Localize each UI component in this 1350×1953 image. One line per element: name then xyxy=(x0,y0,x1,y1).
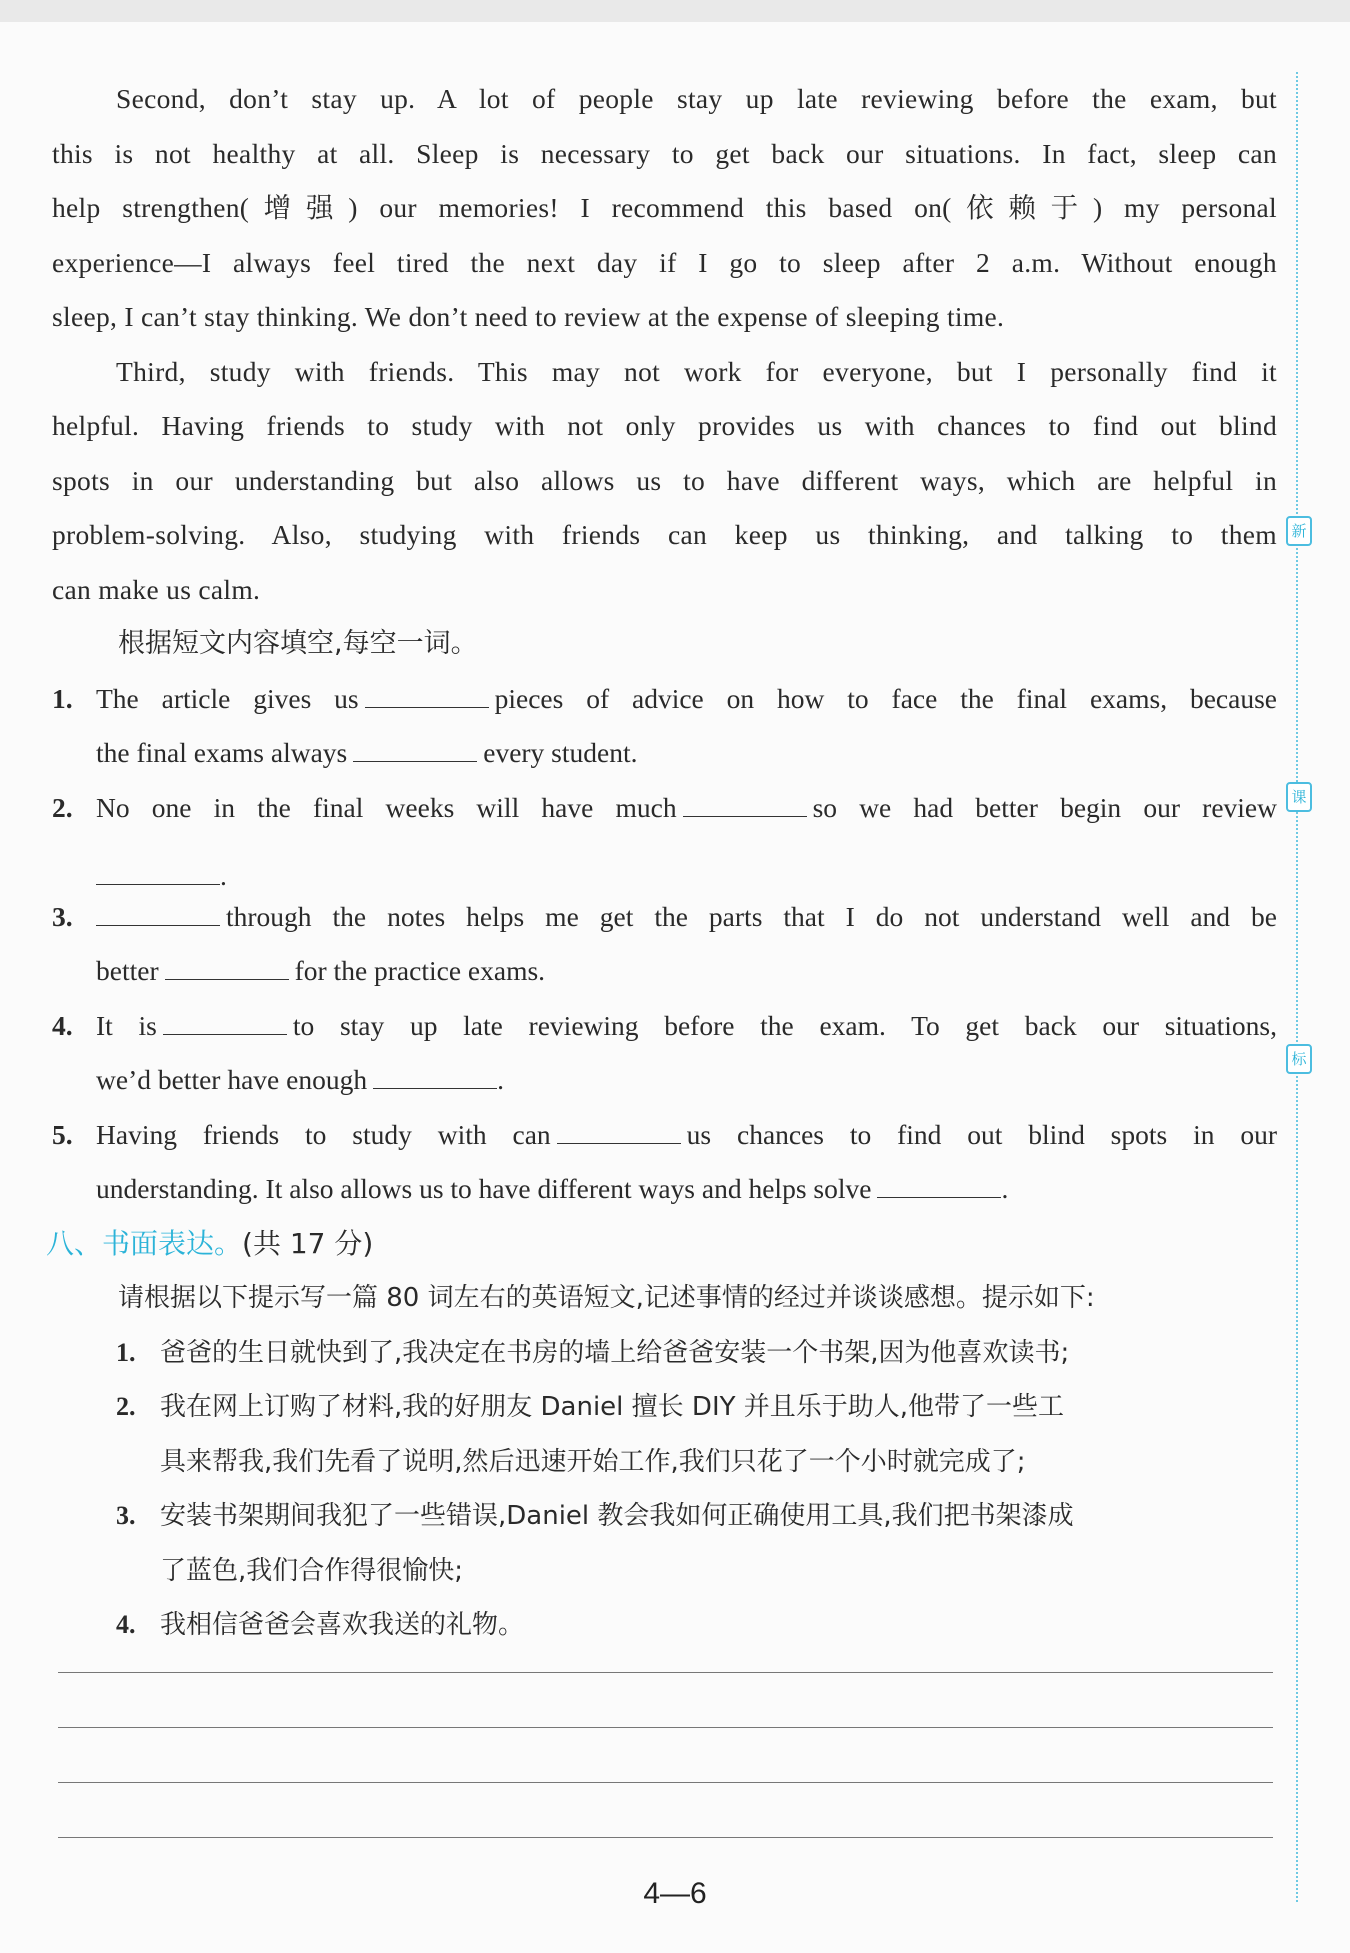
question-text: better xyxy=(96,955,159,986)
writing-hint-3 xyxy=(52,1489,1277,1598)
section-title: 八、书面表达。 xyxy=(46,1226,243,1260)
writing-hint-2 xyxy=(52,1380,1277,1489)
question-number: 1. xyxy=(52,682,73,714)
answer-blank[interactable] xyxy=(96,862,220,885)
fill-in-instruction: 根据短文内容填空,每空一词。 xyxy=(118,628,478,659)
question-text: we’d better have enough xyxy=(96,1064,368,1095)
hint-line: 我相信爸爸会喜欢我送的礼物。 xyxy=(160,1610,525,1640)
hint-number: 1. xyxy=(116,1337,136,1367)
hint-line: 我在网上订购了材料,我的好朋友 Daniel 擅长 DIY 并且乐于助人,他带了一些工 xyxy=(160,1392,1065,1422)
section-heading xyxy=(46,1217,1277,1272)
passage-line: helpful. Having friends to study with not only provides us with chances to find out blind xyxy=(52,410,1277,441)
passage-paragraph xyxy=(52,345,1277,618)
hint-number: 2. xyxy=(116,1392,136,1421)
passage-line: sleep, I can’t stay thinking. We don’t need to review at the expense of sleeping time. xyxy=(52,301,1005,332)
question-text: every student. xyxy=(483,737,638,768)
question-text: Having friends to study with can xyxy=(96,1118,551,1150)
passage-paragraph xyxy=(52,72,1277,345)
margin-tab: 新 xyxy=(1286,516,1312,546)
passage-line: experience—I always feel tired the next day if I go to sleep after 2 a.m. Without enough xyxy=(52,246,1277,278)
passage-line: this is not healthy at all. Sleep is necessary to get back our situations. In fact, sleep can xyxy=(52,137,1277,169)
hint-line: 了蓝色,我们合作得很愉快; xyxy=(160,1555,464,1586)
question-2 xyxy=(52,781,1277,904)
question-4 xyxy=(52,999,1277,1108)
question-text: It is xyxy=(96,1009,157,1041)
hint-number: 4. xyxy=(116,1610,136,1639)
answer-blank[interactable] xyxy=(683,794,807,817)
answer-blank[interactable] xyxy=(163,1012,287,1035)
hint-line: 具来帮我,我们先看了说明,然后迅速开始工作,我们只花了一个小时就完成了; xyxy=(160,1446,1026,1477)
question-number: 2. xyxy=(52,791,73,823)
section-points: (共 17 分) xyxy=(242,1226,374,1260)
margin-dotted-line xyxy=(1296,72,1298,1902)
writing-line[interactable] xyxy=(58,1782,1273,1783)
question-text: the final exams always xyxy=(96,737,348,768)
passage-line: Second, don’t stay up. A lot of people stay up late reviewing before the exam, but xyxy=(116,83,1277,114)
question-number: 3. xyxy=(52,900,73,932)
question-text: for the practice exams. xyxy=(294,955,546,986)
hint-line: 爸爸的生日就快到了,我决定在书房的墙上给爸爸安装一个书架,因为他喜欢读书; xyxy=(160,1337,1070,1368)
writing-hint-4 xyxy=(52,1598,1277,1653)
writing-hint-1 xyxy=(52,1326,1277,1381)
question-text: The article gives us xyxy=(96,682,359,714)
writing-line[interactable] xyxy=(58,1727,1273,1728)
question-text: . xyxy=(1001,1173,1009,1204)
hint-number: 3. xyxy=(116,1501,136,1530)
content-area xyxy=(46,72,1278,1653)
answer-blank[interactable] xyxy=(365,685,489,708)
question-number: 5. xyxy=(52,1118,73,1150)
hint-line: 安装书架期间我犯了一些错误,Daniel 教会我如何正确使用工具,我们把书架漆成 xyxy=(160,1501,1074,1531)
writing-task xyxy=(52,1271,1277,1653)
question-text: . xyxy=(220,860,227,891)
passage-line: can make us calm. xyxy=(52,573,261,605)
question-number: 4. xyxy=(52,1009,73,1041)
question-text: through the notes helps me get the parts that I do not understand well and be xyxy=(226,900,1277,932)
passage-line: problem-solving. Also, studying with friends can keep us thinking, and talking to them xyxy=(52,519,1277,550)
question-text: understanding. It also allows us to have different ways and helps solve xyxy=(96,1173,872,1204)
passage-line: spots in our understanding but also allows us to have different ways, which are helpful in xyxy=(52,464,1277,496)
page-number: 4—6 xyxy=(643,1877,707,1910)
answer-blank[interactable] xyxy=(877,1175,1001,1198)
passage-line: help strengthen(增强) our memories! I recommend this based on(依赖于) my personal xyxy=(52,192,1277,223)
writing-line[interactable] xyxy=(58,1837,1273,1838)
writing-prompt: 请根据以下提示写一篇 80 词左右的英语短文,记述事情的经过并谈谈感想。提示如下: xyxy=(118,1283,1095,1313)
answer-blank[interactable] xyxy=(373,1066,497,1089)
answer-blank[interactable] xyxy=(353,739,477,762)
question-text: pieces of advice on how to face the final exams, because xyxy=(494,682,1278,714)
question-text: No one in the final weeks will have much xyxy=(96,791,677,823)
question-5 xyxy=(52,1108,1277,1217)
margin-tab: 课 xyxy=(1286,782,1312,812)
question-1 xyxy=(52,672,1277,781)
writing-line[interactable] xyxy=(58,1672,1273,1673)
worksheet-page xyxy=(0,22,1350,1953)
passage-line: Third, study with friends. This may not work for everyone, but I personally find it xyxy=(116,355,1277,387)
question-text: so we had better begin our review xyxy=(812,791,1277,823)
margin-tab: 标 xyxy=(1286,1044,1312,1074)
question-3 xyxy=(52,890,1277,999)
question-text: us chances to find out blind spots in our xyxy=(686,1118,1277,1150)
answer-blank[interactable] xyxy=(96,903,220,926)
answer-blank[interactable] xyxy=(165,957,289,980)
question-text: to stay up late reviewing before the exam. To get back our situations, xyxy=(292,1009,1278,1041)
answer-blank[interactable] xyxy=(557,1121,681,1144)
question-text: . xyxy=(497,1064,504,1095)
